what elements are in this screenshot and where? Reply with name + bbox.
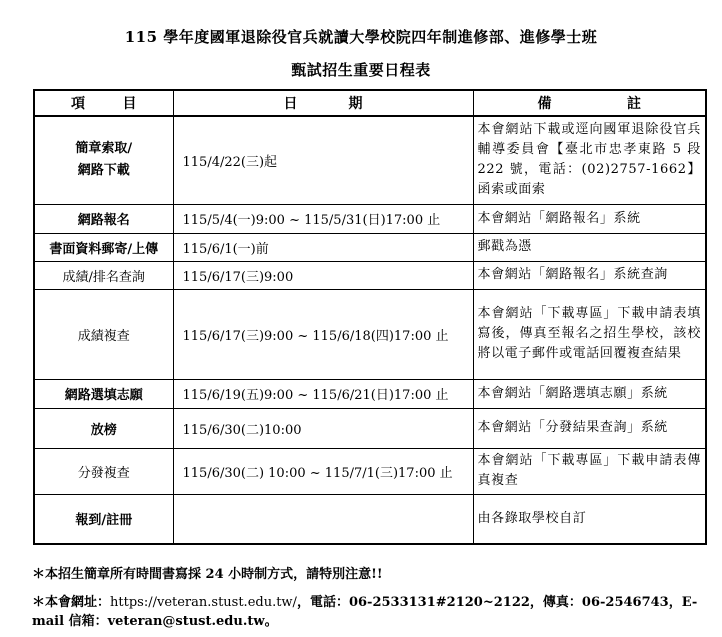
- table-row: [34, 408, 706, 448]
- row-date: 115/6/17(三)9:00: [173, 261, 473, 289]
- row-note: 本會網站「網路報名」系統: [473, 204, 706, 233]
- contact-prefix: ＊本會網址：: [32, 595, 111, 610]
- row-date: 115/4/22(三)起: [173, 116, 473, 204]
- footnote-24h: ＊本招生簡章所有時間書寫採 24 小時制方式，請特別注意!!: [32, 567, 383, 582]
- footnote-contact: [32, 593, 712, 631]
- row-item: 網路報名: [34, 204, 173, 233]
- header-item: 項 目: [34, 90, 173, 116]
- table-row: [34, 204, 706, 233]
- row-date: 115/6/30(二) 10:00 ~ 115/7/1(三)17:00 止: [173, 448, 473, 494]
- row-item: 成績/排名查詢: [34, 261, 173, 289]
- row-item: 報到/註冊: [34, 494, 173, 544]
- row-note: 本會網站「下載專區」下載申請表傳真複查: [473, 448, 706, 494]
- row-item: 簡章索取/ 網路下載: [34, 116, 173, 204]
- table-row: [34, 289, 706, 379]
- table-row: [34, 261, 706, 289]
- row-item: 分發複查: [34, 448, 173, 494]
- row-note: 郵戳為憑: [473, 233, 706, 261]
- row-date: 115/6/30(二)10:00: [173, 408, 473, 448]
- row-note: 本會網站「網路選填志願」系統: [473, 379, 706, 408]
- row-item: 成績複查: [34, 289, 173, 379]
- row-note: 本會網站下載或逕向國軍退除役官兵輔導委員會【臺北市忠孝東路 5 段 222 號，電話：(02)2757-1662】函索或面索: [473, 116, 706, 204]
- row-date: 115/6/19(五)9:00 ~ 115/6/21(日)17:00 止: [173, 379, 473, 408]
- header-note: 備 註: [473, 90, 706, 116]
- row-date: [173, 494, 473, 544]
- table-row: [34, 233, 706, 261]
- contact-details: ，電話：06-2533131#2120~2122，傳真：06-2546743，E-mail 信箱：veteran@stust.edu.tw。: [32, 595, 698, 629]
- row-date: 115/6/1(一)前: [173, 233, 473, 261]
- website-link[interactable]: https://veteran.stust.edu.tw/: [110, 595, 297, 610]
- row-note: 本會網站「下載專區」下載申請表填寫後，傳真至報名之招生學校，該校將以電子郵件或電話回覆複查結果: [473, 289, 706, 379]
- row-date: 115/5/4(一)9:00 ~ 115/5/31(日)17:00 止: [173, 204, 473, 233]
- row-date: 115/6/17(三)9:00 ~ 115/6/18(四)17:00 止: [173, 289, 473, 379]
- row-note: 本會網站「分發結果查詢」系統: [473, 408, 706, 448]
- row-note: 由各錄取學校自訂: [473, 494, 706, 544]
- table-row: [34, 116, 706, 204]
- row-item: 網路選填志願: [34, 379, 173, 408]
- schedule-table: [33, 89, 707, 545]
- document-subtitle: 甄試招生重要日程表: [291, 61, 431, 79]
- table-row: [34, 379, 706, 408]
- header-date: 日 期: [173, 90, 473, 116]
- table-row: [34, 494, 706, 544]
- table-row: [34, 448, 706, 494]
- table-header-row: [34, 90, 706, 116]
- row-item: 放榜: [34, 408, 173, 448]
- document-title: 115 學年度國軍退除役官兵就讀大學校院四年制進修部、進修學士班: [124, 28, 598, 46]
- row-item: 書面資料郵寄/上傳: [34, 233, 173, 261]
- row-note: 本會網站「網路報名」系統查詢: [473, 261, 706, 289]
